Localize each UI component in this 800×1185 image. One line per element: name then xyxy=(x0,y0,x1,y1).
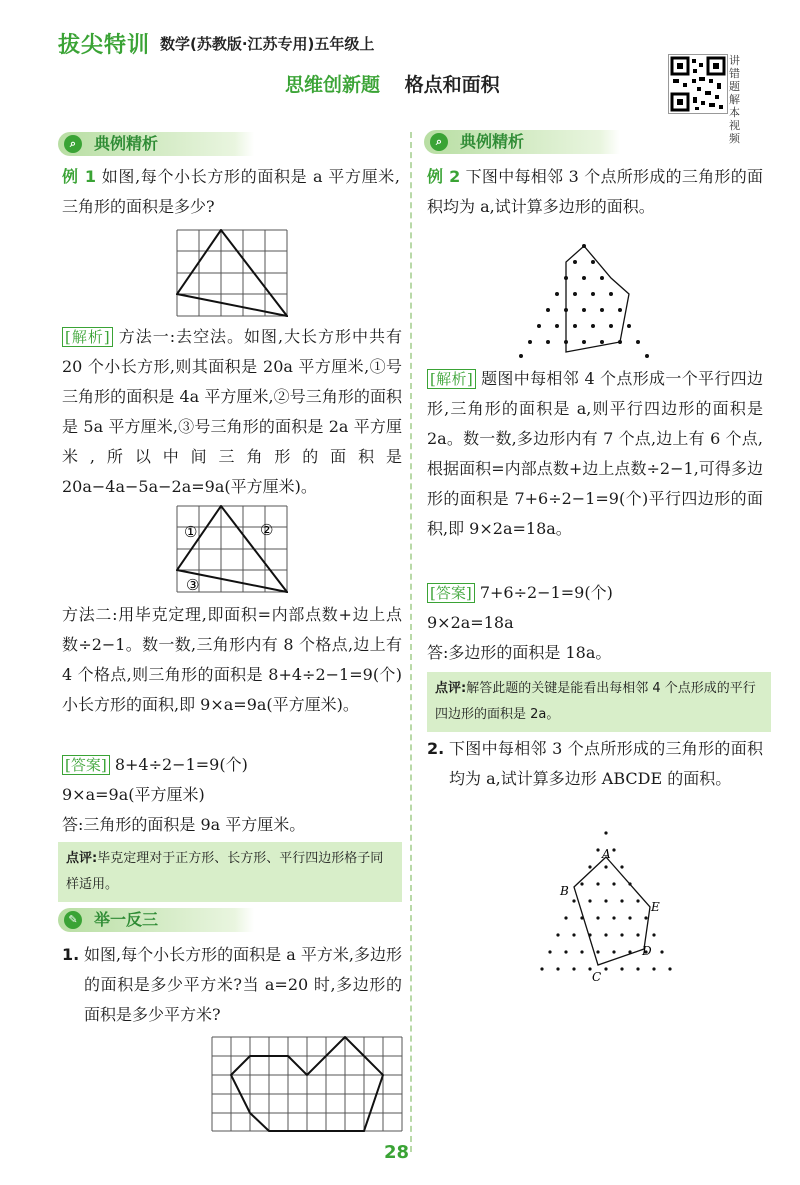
section-header-example xyxy=(58,132,254,156)
lattice-dot xyxy=(636,933,639,936)
lattice-dot xyxy=(652,967,655,970)
lattice-dot xyxy=(604,831,607,834)
lattice-dot xyxy=(588,865,591,868)
point-label-a: A xyxy=(602,847,611,861)
answer-line: 9×a=9a(平方厘米) xyxy=(62,785,205,804)
section-label: 典例精析 xyxy=(460,132,525,151)
example-text: 下图中每相邻 3 个点所形成的三角形的面积均为 a,试计算多边形的面积。 xyxy=(427,167,763,216)
point-label-d: D xyxy=(642,944,652,958)
analysis-right xyxy=(427,364,763,544)
lattice-dot xyxy=(612,916,615,919)
answer-line: 7+6÷2−1=9(个) xyxy=(479,583,613,602)
qr-code-icon[interactable] xyxy=(668,54,728,114)
book-title: 数学(苏教版·江苏专用)五年级上 xyxy=(160,35,375,53)
lattice-dot xyxy=(636,899,639,902)
lattice-dot xyxy=(596,916,599,919)
answer-line: 8+4÷2−1=9(个) xyxy=(114,755,248,774)
lattice-dot xyxy=(596,882,599,885)
lattice-dot xyxy=(564,950,567,953)
comment-box-2 xyxy=(427,672,771,732)
lattice-dot xyxy=(572,933,575,936)
lattice-dot xyxy=(580,882,583,885)
example-text: 如图,每个小长方形的面积是 a 平方厘米,三角形的面积是多少? xyxy=(62,167,400,216)
lattice-dot xyxy=(596,950,599,953)
lattice-dot xyxy=(604,899,607,902)
lattice-dot xyxy=(572,899,575,902)
question-1 xyxy=(62,940,402,1030)
lesson-title: 格点和面积 xyxy=(404,74,500,96)
lattice-dot xyxy=(668,967,671,970)
grid-triangle-figure xyxy=(176,229,288,317)
lattice-dot xyxy=(580,950,583,953)
lattice-dot xyxy=(636,967,639,970)
comment-text: 毕克定理对于正方形、长方形、平行四边形格子同样适用。 xyxy=(66,851,384,892)
analysis-2 xyxy=(62,600,402,720)
lattice-dot xyxy=(660,950,663,953)
lattice-dot xyxy=(556,933,559,936)
question-text: 如图,每个小长方形的面积是 a 平方米,多边形的面积是多少平方米?当 a=20 时,多边形的面积是多少平方米? xyxy=(84,945,402,1024)
comment-box-1 xyxy=(58,842,402,902)
lattice-dot xyxy=(588,899,591,902)
point-label-b: B xyxy=(560,884,569,898)
example-1 xyxy=(62,162,400,222)
page-number: 28 xyxy=(384,1142,410,1163)
analysis-1 xyxy=(62,322,402,502)
page-title xyxy=(285,70,500,97)
lattice-dot xyxy=(604,933,607,936)
lattice-dot xyxy=(652,933,655,936)
lattice-dot xyxy=(644,916,647,919)
question-number: 1. xyxy=(62,945,80,964)
region-label-2: ② xyxy=(260,521,274,539)
lattice-dot xyxy=(540,967,543,970)
topic-label: 思维创新题 xyxy=(285,74,381,96)
point-label-e: E xyxy=(651,900,660,914)
question-number: 2. xyxy=(427,739,445,758)
lattice-dot xyxy=(556,967,559,970)
answer-tag: [答案] xyxy=(427,583,475,603)
answer-tag: [答案] xyxy=(62,755,110,775)
dot-lattice-polygon-figure xyxy=(512,240,662,358)
example-label: 例 1 xyxy=(62,167,97,186)
example-label: 例 2 xyxy=(427,167,461,186)
region-label-3: ③ xyxy=(186,576,200,593)
section-label: 举一反三 xyxy=(94,910,159,929)
answer-block-2 xyxy=(427,578,763,668)
column-divider xyxy=(410,132,412,1152)
question-2 xyxy=(427,734,763,794)
search-icon: ⌕ xyxy=(64,135,82,153)
grid-polygon-figure xyxy=(211,1036,403,1132)
lattice-dot xyxy=(612,882,615,885)
lattice-dot xyxy=(620,899,623,902)
analysis-text-2: 方法二:用毕克定理,即面积=内部点数+边上点数÷2−1。数一数,三角形内有 8 个格点,边上有 4 个格点,则三角形的面积是 8+4÷2−1=9(个)小长方形的面积,即 9×a=9a(平方厘米)。 xyxy=(62,605,402,714)
dot-lattice-abcde-figure xyxy=(520,825,692,985)
lattice-dot xyxy=(620,865,623,868)
lattice-dot xyxy=(620,933,623,936)
answer-block-1 xyxy=(62,750,402,840)
lattice-dot xyxy=(628,916,631,919)
question-text: 下图中每相邻 3 个点所形成的三角形的面积均为 a,试计算多边形 ABCDE 的面积。 xyxy=(449,739,763,788)
point-label-c: C xyxy=(592,970,602,984)
search-icon: ⌕ xyxy=(430,133,448,151)
lattice-dot xyxy=(604,967,607,970)
analysis-tag: [解析] xyxy=(62,327,113,347)
comment-label: 点评: xyxy=(66,851,98,866)
lattice-dot xyxy=(612,848,615,851)
lattice-dot xyxy=(548,950,551,953)
brand-logo: 拔尖特训 xyxy=(58,33,151,58)
section-header-practice xyxy=(58,908,254,932)
analysis-tag: [解析] xyxy=(427,369,476,389)
analysis-text: 方法一:去空法。如图,大长方形中共有 20 个小长方形,则其面积是 20a 平方厘米,①号三角形的面积是 4a 平方厘米,②号三角形的面积是 5a 平方厘米,③号三角形的面积是 2a 平方厘米,所以中间三角形的面积是 20a−4a−5a−2a=9a(平方厘米)。 xyxy=(62,327,402,496)
section-label: 典例精析 xyxy=(94,134,159,153)
example-2 xyxy=(427,162,763,222)
grid-triangle-labeled-figure xyxy=(176,505,288,593)
pencil-icon: ✎ xyxy=(64,911,82,929)
comment-label: 点评: xyxy=(435,681,467,696)
answer-line: 答:三角形的面积是 9a 平方厘米。 xyxy=(62,815,306,834)
lattice-dot xyxy=(612,950,615,953)
lattice-dot xyxy=(564,916,567,919)
answer-line: 9×2a=18a xyxy=(427,613,514,632)
lattice-dot xyxy=(572,967,575,970)
lattice-dot xyxy=(596,848,599,851)
answer-line: 答:多边形的面积是 18a。 xyxy=(427,643,612,662)
region-label-1: ① xyxy=(184,523,198,541)
qr-caption: 讲错题解本视频 xyxy=(729,54,740,145)
lattice-dot xyxy=(620,967,623,970)
comment-text: 解答此题的关键是能看出每相邻 4 个点形成的平行四边形的面积是 2a。 xyxy=(435,681,756,722)
section-header-example-2 xyxy=(424,130,620,154)
lattice-dot xyxy=(604,865,607,868)
analysis-text: 题图中每相邻 4 个点形成一个平行四边形,三角形的面积是 a,则平行四边形的面积是 2a。数一数,多边形内有 7 个点,边上有 6 个点,根据面积=内部点数+边上点数÷2−1,可得多边形的面积是 7+6÷2−1=9(个)平行四边形的面积,即 9×2a=18a。 xyxy=(427,369,763,538)
